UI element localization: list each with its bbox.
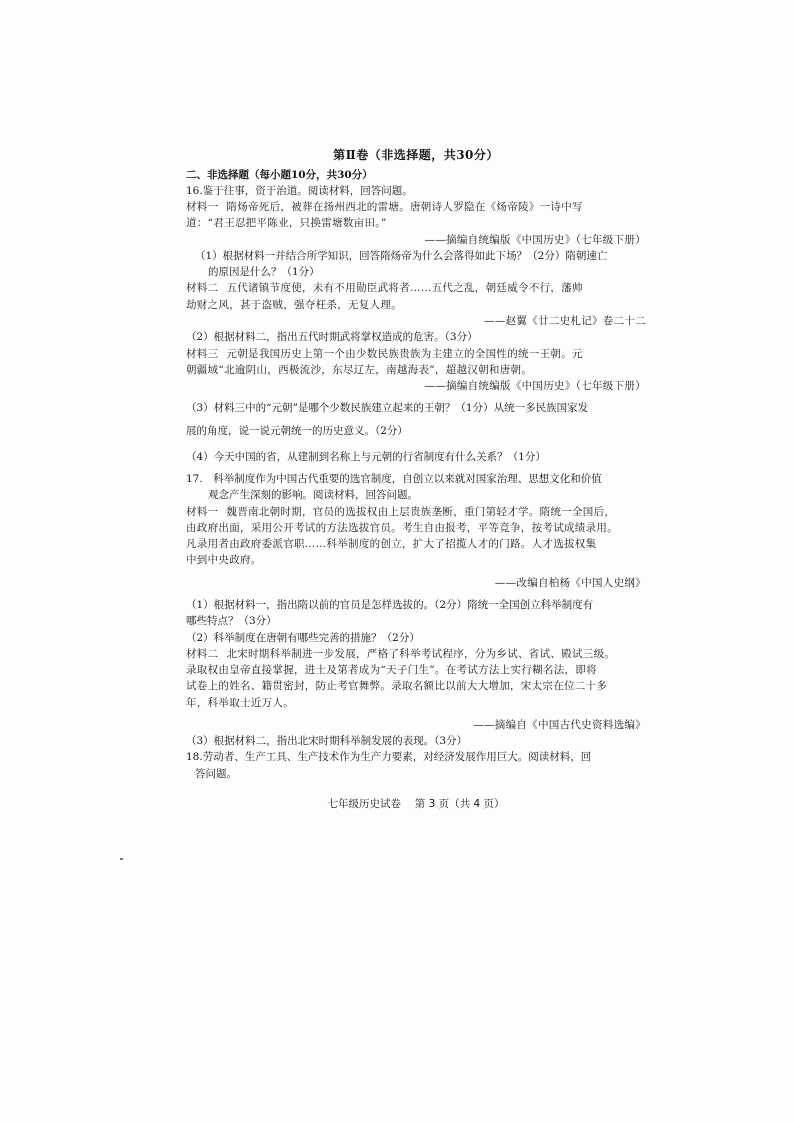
q16-part1-line2: 的原因是什么？（1分） (208, 266, 320, 279)
q17-material1-text1: 魏晋南北朝时期，官员的选拔权由上层贵族垄断，重门第轻才学。隋统一全国后， (226, 505, 616, 518)
q16-material1-text1: 隋炀帝死后，被葬在扬州西北的雷塘。唐朝诗人罗隐在《炀帝陵》一诗中写 (226, 201, 583, 214)
q17-material2-line4: 年，科举取士近万人。 (186, 696, 294, 709)
q16-material2-label: 材料二 (186, 282, 219, 295)
q17-stem-line1: 17. 科举制度作为中国古代重要的选官制度，自创立以来就对国家治理、思想文化和价值 (186, 473, 602, 486)
q17-part1-line2: 哪些特点？（3分） (186, 615, 277, 628)
q17-material2-line1 (186, 646, 646, 662)
q17-material2-text1: 北宋时期科举制进一步发展，严格了科举考试程序，分为乡试、省试、殿试三级。 (226, 647, 616, 660)
q16-material1-source: ——摘编自统编版《中国历史》（七年级下册） (424, 233, 646, 246)
q16-material3-source: ——摘编自统编版《中国历史》（七年级下册） (424, 380, 646, 393)
q17-material1-line2: 由政府出面，采用公开考试的方法选拔官员。考生自由报考，平等竞争，按考试成绩录用。 (186, 521, 618, 534)
q16-material1-line1 (186, 199, 646, 215)
q16-material1-line2: 道：“君王忍把平陈业，只换雷塘数亩田。” (186, 217, 387, 230)
q16-part3-line1: （3）材料三中的“元朝”是哪个少数民族建立起来的王朝？（1分）从统一多民族国家发 (186, 402, 589, 415)
q16-material2-line2: 劫财之风，甚于盗贼，强夺枉杀，无复人理。 (186, 298, 402, 311)
q16-material1-label: 材料一 (186, 201, 219, 214)
q16-material2-text1: 五代诸镇节度使，未有不用勋臣武将者……五代之乱，朝廷威令不行，藩帅 (226, 282, 583, 295)
q17-part3: （3）根据材料二，指出北宋时期科举制发展的表现。（3分） (186, 735, 468, 748)
q16-part2: （2）根据材料二，指出五代时期武将掌权造成的危害。（3分） (186, 331, 478, 344)
q16-part3-line2: 展的角度，说一说元朝统一的历史意义。（2分） (186, 424, 408, 437)
q17-material2-line3: 试卷上的姓名、籍贯密封，防止考官舞弊。录取名额比以前大大增加，宋太宗在位二十多 (186, 680, 608, 693)
q16-material3-label: 材料三 (186, 347, 219, 360)
q17-stem-line2: 观念产生深刻的影响。阅读材料，回答问题。 (208, 489, 418, 502)
q17-material1-line4: 中到中央政府。 (186, 554, 262, 567)
q16-material3-text1: 元朝是我国历史上第一个由少数民族贵族为主建立的全国性的统一王朝。元 (226, 347, 583, 360)
q17-material1-label: 材料一 (186, 505, 219, 518)
q16-material3-line2: 朝疆域“北逾阴山，西极流沙，东尽辽左，南越海表”，超越汉朝和唐朝。 (186, 363, 533, 376)
page-footer: 七年级历史试卷 第 3 页（共 4 页） (327, 798, 505, 810)
q16-material2-line1 (186, 280, 646, 296)
q16-part4: （4）今天中国的省，从建制到名称上与元朝的行省制度有什么关系？（1分） (186, 450, 546, 463)
q17-part1-line1: （1）根据材料一，指出隋以前的官员是怎样选拔的。（2分）隋统一全国创立科举制度有 (186, 598, 594, 611)
q16-stem: 16.鉴于往事，资于治道。阅读材料，回答问题。 (186, 184, 413, 197)
q17-material2-label: 材料二 (186, 647, 219, 660)
scan-speck (120, 858, 123, 860)
page-content (186, 146, 646, 782)
q17-material1-line3: 凡录用者由政府委派官职……科举制度的创立，扩大了招揽人才的门路。人才选拔权集 (186, 538, 597, 551)
q16-part1-line1: （1）根据材料一并结合所学知识，回答隋炀帝为什么会落得如此下场？（2分）隋朝速亡 (195, 249, 608, 262)
q17-part2: （2）科举制度在唐朝有哪些完善的措施？（2分） (186, 631, 420, 644)
q16-material2-source: ——赵翼《廿二史札记》卷二十二 (484, 314, 646, 327)
q17-material2-source: ——摘编自《中国古代史资料选编》 (473, 718, 646, 731)
q17-material2-line2: 录取权由皇帝直接掌握，进士及第者成为“天子门生”。在考试方法上实行糊名法，即将 (186, 664, 597, 677)
section-heading: 二、非选择题（每小题10分，共30分） (186, 168, 373, 181)
part-title: 第Ⅱ卷（非选择题，共30分） (333, 148, 499, 162)
q17-material1-source: ——改编自柏杨《中国人史纲》 (494, 576, 646, 589)
q18-stem-line2: 答问题。 (195, 767, 237, 780)
q18-stem-line1: 18.劳动者、生产工具、生产技术作为生产力要素，对经济发展作用巨大。阅读材料，回 (186, 751, 592, 764)
q17-material1-line1 (186, 504, 646, 520)
q16-material3-line1 (186, 346, 646, 362)
